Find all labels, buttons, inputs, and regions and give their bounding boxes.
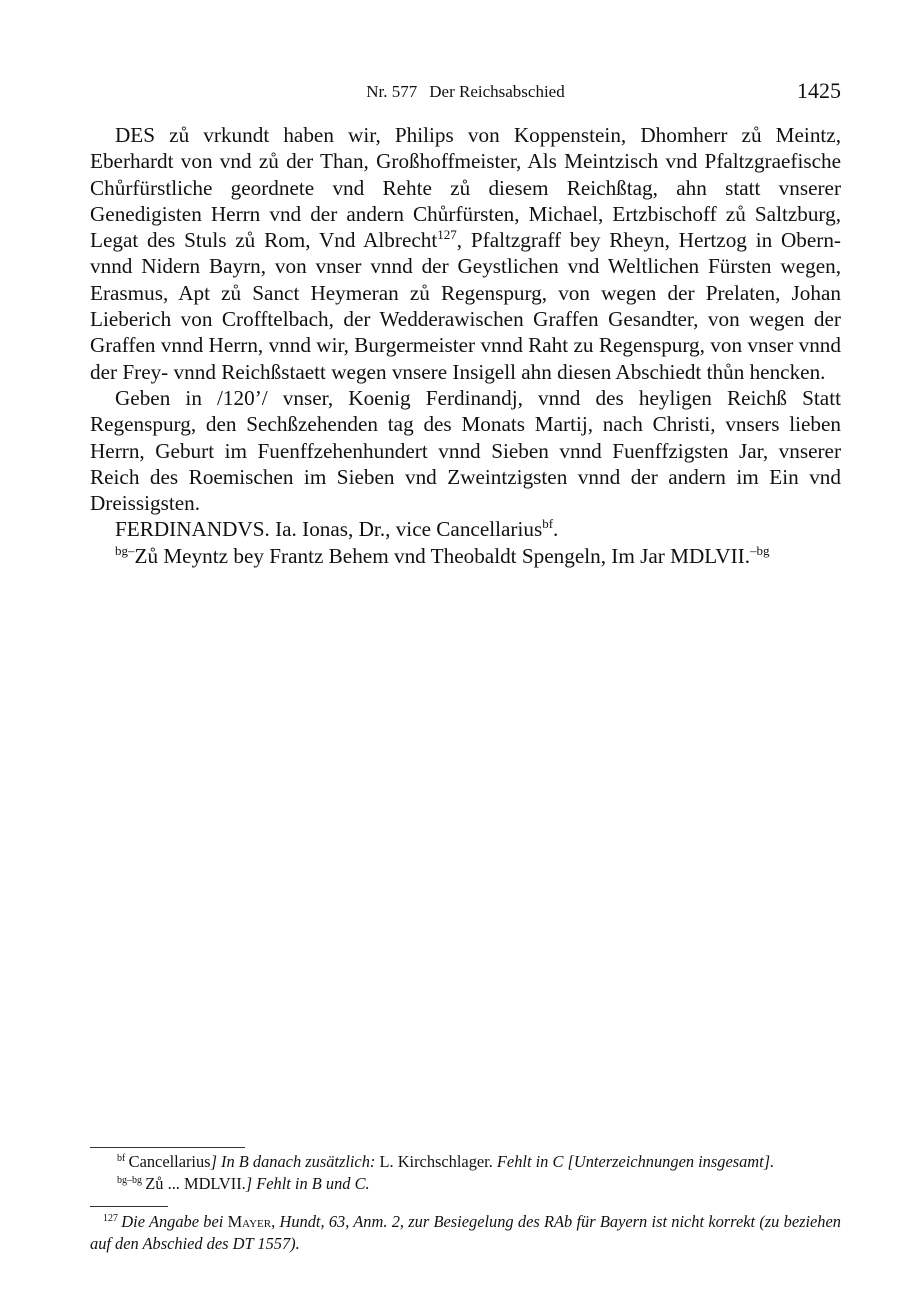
footnote-mark: 127 bbox=[103, 1213, 118, 1224]
footnote-lemma: Cancellarius bbox=[128, 1152, 211, 1171]
footnote-comment: ] In B danach zusätzlich: bbox=[210, 1152, 376, 1171]
paragraph-imprint: $^{bg-}$Zů Meyntz bey Frantz Behem vnd Theobaldt Spengeln, Im Jar MDLVII.$^{-bg}$ bbox=[115, 542, 770, 568]
footnote-mark: bf bbox=[117, 1153, 126, 1164]
footnote-divider-numbered bbox=[90, 1206, 168, 1207]
main-text bbox=[90, 122, 841, 569]
footnote-mark: bg–bg bbox=[117, 1175, 142, 1186]
document-title: Der Reichsabschied bbox=[429, 82, 565, 101]
footnote-127 bbox=[90, 1211, 841, 1255]
footnote-reading: L. Kirchschlager. bbox=[379, 1152, 493, 1171]
footnote-comment: Fehlt in C [Unterzeichnungen insgesamt]. bbox=[496, 1152, 775, 1171]
footnote-ref-bf[interactable]: bf bbox=[542, 516, 554, 532]
footnote-ref-bg-close[interactable]: –bg bbox=[750, 542, 770, 558]
running-header bbox=[90, 78, 841, 108]
footnote-divider-text bbox=[90, 1147, 245, 1148]
paragraph-seal: DES zů vrkundt haben wir, Philips von Koppenstein, Dhomherr zů Meintz, Eberhardt von vnd zů der Than, Großhoffmeister, Als Meintzisch vnd Pfaltzgraefische Chůrfürstliche geordnete vnd Rehte zů diesem Reichßtag, ahn statt vnserer Genedigisten Herrn vnd der andern Chůrfürsten, Michael, Ertzbischoff zů Saltzburg, Legat des Stuls zů Rom, Vnd Albrecht$^{127}$, Pfaltzgraff bey Rheyn, Hertzog in Obern- vnnd Nidern Bayrn, von vnser vnnd der Geystlichen vnd Weltlichen Fürsten wegen, Erasmus, Apt zů Sanct Heymeran zů Regenspurg, von wegen der Prelaten, Johan Lieberich von Crofftelbach, der Wedderawischen Graffen Gesandter, von wegen der Graffen vnnd Herrn, vnnd wir, Burgermeister vnnd Raht zu Regenspurg, von vnser vnnd der Frey- vnnd Reichßstaett wegen vnsere Insigell ahn diesen Abschiedt thůn hencken. bbox=[90, 123, 841, 384]
running-title bbox=[90, 82, 841, 102]
footnote-comment: ] Fehlt in B und C. bbox=[245, 1174, 370, 1193]
commentary-notes bbox=[90, 1211, 841, 1255]
page-number: 1425 bbox=[797, 78, 841, 103]
paragraph-dating: Geben in /120’/ vnser, Koenig Ferdinandj, vnnd des heyligen Reichß Statt Regenspurg, den Sechßzehenden tag des Monats Martij, nach Christi, vnsers lieben Herrn, Geburt im Fuenffzehenhundert vnnd Sieben vnnd Fuenffzigsten Jar, vnserer Reich des Roemischen im Sieben vnd Zweintzigsten vnnd der andern im Ein vnd Dreissigsten. bbox=[90, 385, 841, 516]
textual-apparatus bbox=[90, 1151, 841, 1195]
footnote-bg bbox=[90, 1173, 841, 1195]
footnote-ref-bg-open[interactable]: bg– bbox=[115, 542, 135, 558]
footnote-text: , Hundt, 63, Anm. 2, zur Besiegelung des RAb für Bayern ist nicht korrekt (zu beziehen auf den Abschied des DT 1557). bbox=[90, 1212, 841, 1253]
paragraph-signature: FERDINANDVS. Ia. Ionas, Dr., vice Cancellarius$^{bf}$. bbox=[115, 516, 559, 542]
footnote-lemma: Zů ... MDLVII. bbox=[145, 1174, 246, 1193]
footnote-text: Die Angabe bei bbox=[121, 1212, 224, 1231]
document-number: Nr. 577 bbox=[366, 82, 418, 101]
footnote-author: Mayer bbox=[227, 1212, 272, 1231]
footnote-bf bbox=[90, 1151, 841, 1173]
footnote-ref-127[interactable]: 127 bbox=[437, 227, 457, 243]
